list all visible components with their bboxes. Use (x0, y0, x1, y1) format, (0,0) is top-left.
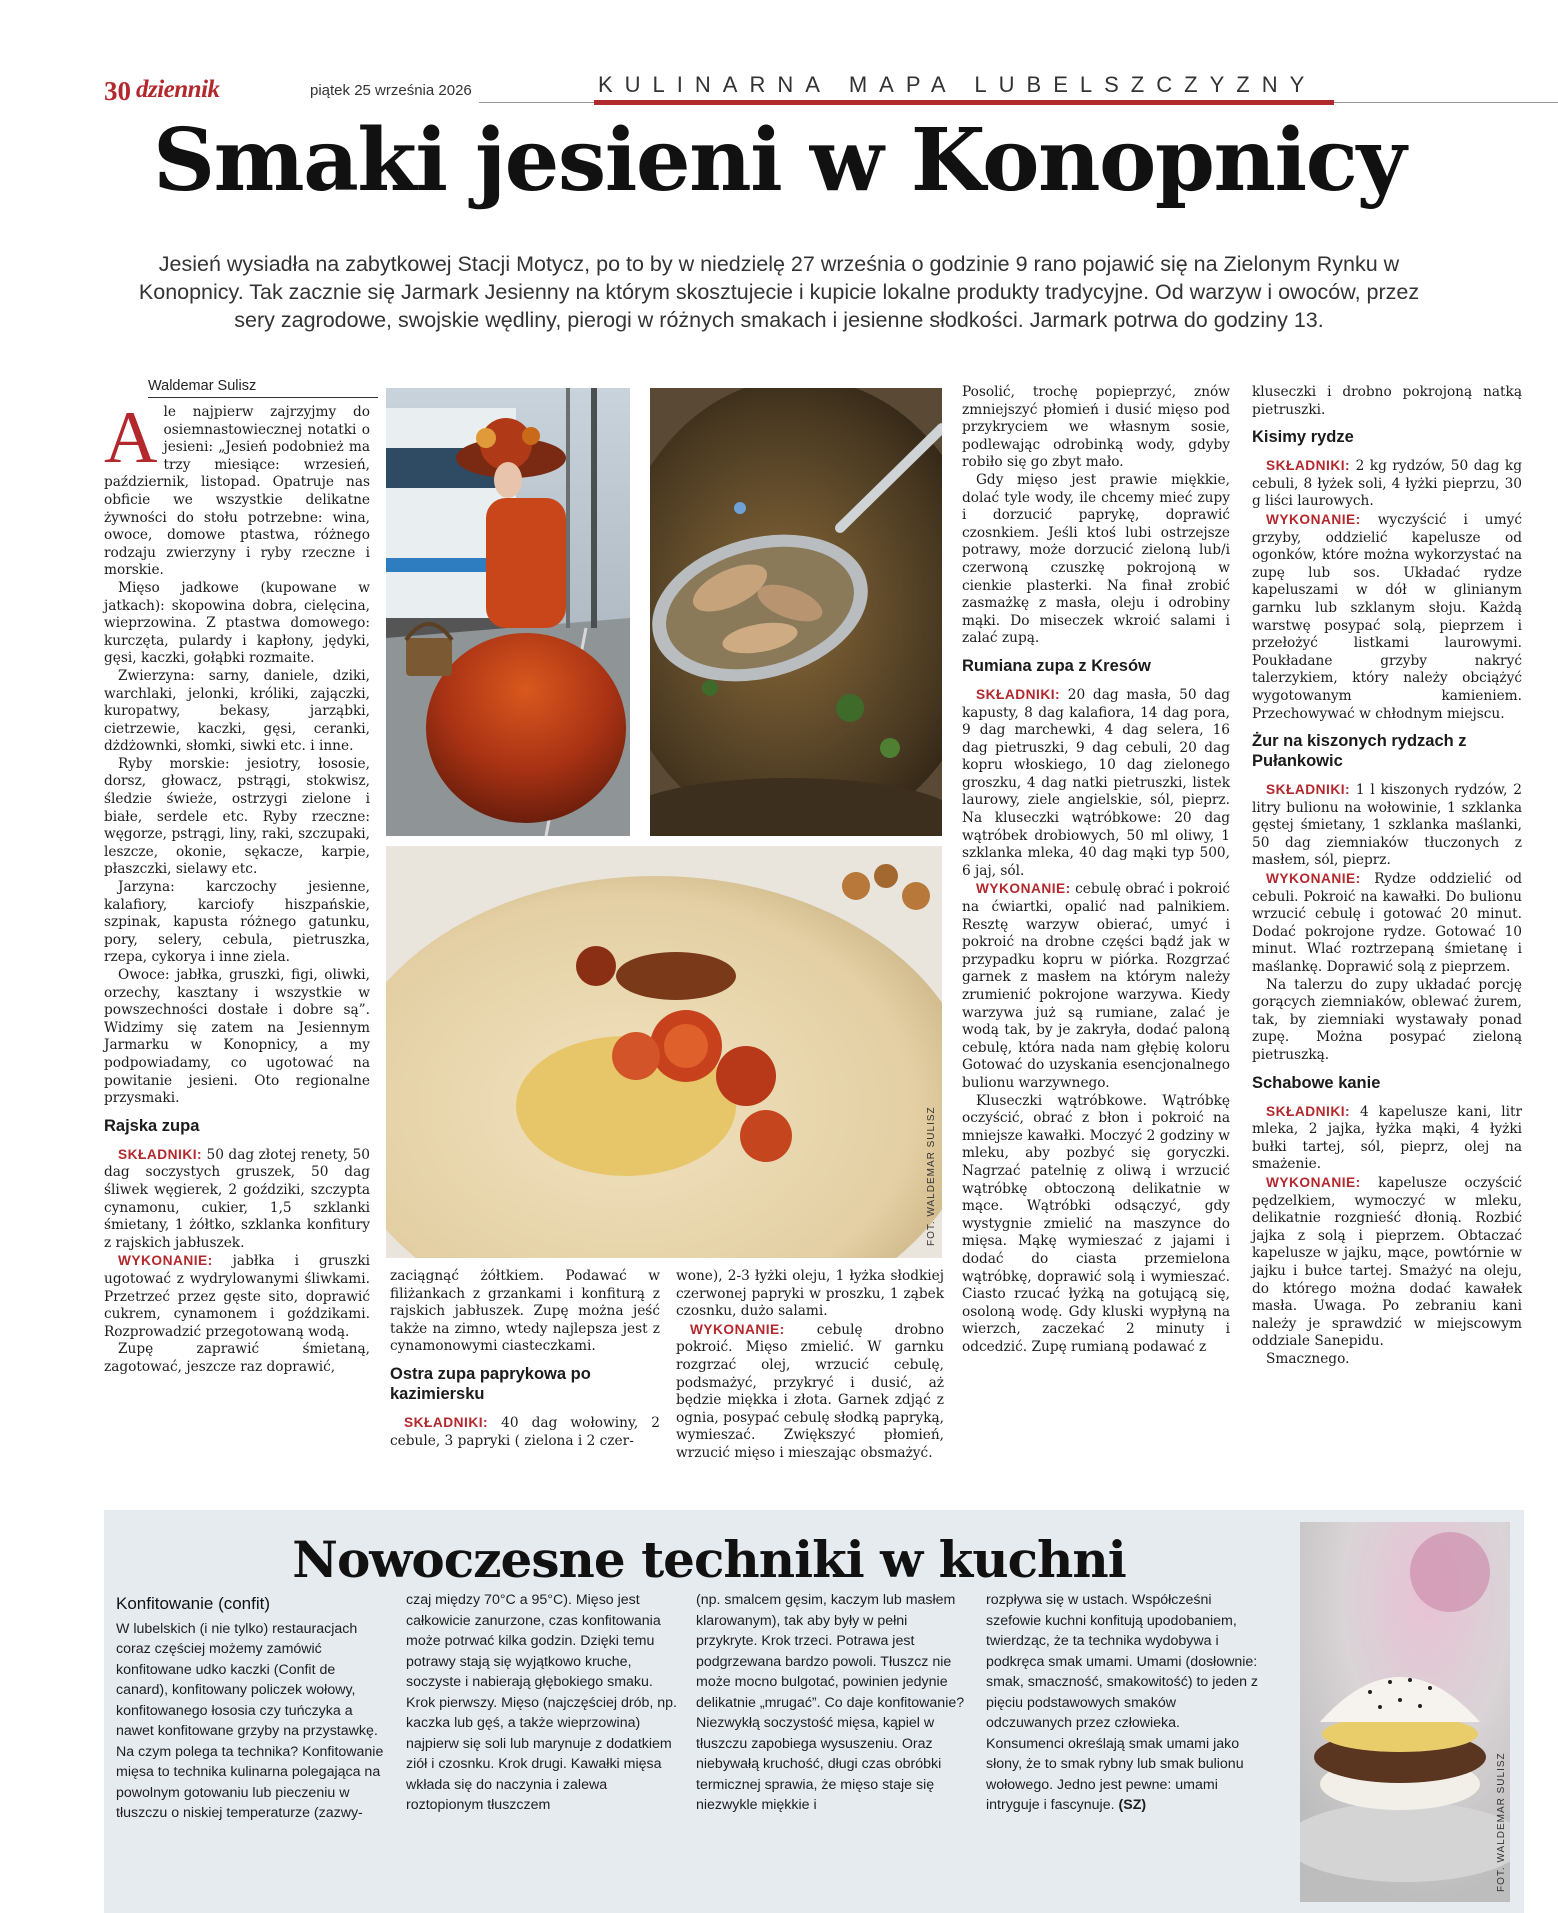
paper-logo: dziennik (136, 76, 220, 103)
issue-date: piątek 25 września 2026 (310, 82, 472, 99)
paragraph: Zupę zaprawić śmietaną, zagotować, jeszcze raz doprawić, (104, 1341, 370, 1375)
ingredients-text: 50 dag złotej renety, 50 dag soczystych gruszek, 50 dag śliwek węgierek, 2 goździki, szczypta cynamonu, cukier, 1,5 szklanki śmietany, 1 żółtko, szklanka konfitury z rajskich jabłuszek. (104, 1146, 370, 1251)
page-number: 30 (104, 76, 131, 106)
method-label: WYKONANIE: (976, 881, 1071, 897)
method-text: Rydze oddzielić od cebuli. Pokroić na kawałki. Do bulionu wrzucić cebulę i gotować 20 minut. Dodać pokrojone rydze. Gotować 10 minut. Wlać roztrzepaną śmietanę i maślankę. Doprawić solą z pieprzem. (1252, 871, 1522, 976)
section-title: KULINARNA MAPA LUBELSZCZYZNY (594, 72, 1334, 105)
box-column-4 (986, 1590, 1258, 1816)
method-label: WYKONANIE: (690, 1321, 785, 1337)
paragraph: Ryby morskie: jesiotry, łososie, dorsz, głowacz, pstrągi, stokwisz, śledzie świeże, ostrzygi zielone i białe, serdele etc. Ryby rzeczne: węgorze, pstrągi, liny, raki, szczupaki, leszcze, okonie, sękacze, karpie, płaszczki, sielawy etc. (104, 755, 370, 878)
paragraph: Smacznego. (1266, 1350, 1350, 1367)
ingredients-rajska (104, 1146, 370, 1253)
recipe-heading-zur: Żur na kiszonych rydzach z Pułankowic (1252, 732, 1467, 771)
box-subhead: Konfitowanie (confit) (116, 1594, 271, 1613)
column-2 (390, 1268, 660, 1450)
column-4 (962, 384, 1230, 1356)
ingredients-text: 20 dag masła, 50 dag kapusty, 8 dag kalafiora, 14 dag pora, 9 dag marchewki, 4 dag selera, 16 dag pietruszki, 9 dag cebuli, 20 dag kopru włoskiego, 10 dag zielonego groszku, 4 dag natki pietruszki, listek laurowy, ziele angielskie, sól, pieprz. Na kluseczki wątróbkowe: 20 dag wątróbek drobiowych, 50 ml oliwy, 1 szklanka mleka, 40 dag mąki typ 500, 6 jaj, sól. (962, 686, 1230, 879)
burger-illustration (1300, 1522, 1510, 1902)
method-ostra (676, 1321, 944, 1463)
photo-credit: FOT. WALDEMAR SULISZ (1496, 1752, 1507, 1892)
method-zur (1252, 870, 1522, 977)
paragraph: kluseczki i drobno pokrojoną natką pietruszki. (1252, 384, 1522, 418)
mushroom-soup-illustration (386, 846, 942, 1258)
paragraph: le najpierw zajrzyjmy do osiemnastowiecznej notatki o jesieni: „Jesień podobnież ma trzy miesiące: wrzesień, październik, listopad. Opatruje nas obficie we wszystkie delikatne żywności do stołu potrzebne: wina, owoce, domowe ptastwa, różnego rodzaju zwierzyny i ryby rzeczne i morskie. (104, 404, 370, 579)
paragraph: Zwierzyna: sarny, daniele, dziki, warchlaki, jelonki, króliki, zajączki, kuropatwy, bekasy, jarząbki, cietrzewie, kaczki, gęsi, ceranki, dżdżownki, słomki, siwki etc. i inne. (104, 667, 370, 755)
ingredients-text: 4 kapelusze kani, litr mleka, 2 jajka, łyżka mąki, 4 łyżki bułki tartej, sól, pieprz, olej na smażenie. (1252, 1103, 1522, 1173)
ingredients-label: SKŁADNIKI: (1266, 458, 1351, 474)
method-kisimy (1252, 511, 1522, 723)
paragraph: Mięso jadkowe (kupowane w jatkach): skopowina dobra, cielęcina, wieprzowina. Z ptastwa domowego: kurczęta, pulardy i kapłony, jędyki, gęsi, kaczki, gołąbki rozmaite. (104, 579, 370, 667)
author-signature: (SZ) (1118, 1797, 1147, 1813)
paragraph: W lubelskich (i nie tylko) restauracjach coraz częściej możemy zamówić konfitowane udko kaczki (Confit de canard), konfitowany policzek wołowy, konfitowanego łososia czy tuńczyka a nawet konfitowane grzyby na przystawkę. Na czym polega ta technika? Konfitowanie mięsa to technika kulinarna polegająca na powolnym gotowaniu lub pieczeniu w tłuszczu o niskiej temperaturze (zazwy- (116, 1620, 384, 1821)
techniques-box (104, 1510, 1524, 1913)
box-title: Nowoczesne techniki w kuchni (292, 1530, 1126, 1589)
ingredients-label: SKŁADNIKI: (1266, 1103, 1351, 1119)
paragraph: zaciągnąć żółtkiem. Podawać w filiżankach z grzankami i konfiturą z rajskich jabłuszek. Zupę można jeść także na zimno, wtedy najlepsza jest z cynamonowymi ciasteczkami. (390, 1268, 660, 1355)
ingredients-ostra (390, 1414, 660, 1450)
paragraph: Posolić, trochę popieprzyć, znów zmniejszyć płomień i dusić mięso pod przykryciem we własnym sosie, podlewając odrobinką wody, gdyby robiło się go zbyt mało. (962, 384, 1230, 471)
autumn-lady-illustration (386, 388, 630, 836)
method-label: WYKONANIE: (118, 1253, 213, 1269)
method-schabowe (1252, 1174, 1522, 1351)
photo-credit: FOT. WALDEMAR SULISZ (926, 1106, 937, 1246)
soup-illustration (650, 388, 942, 836)
ingredients-text: 2 kg rydzów, 50 dag kg cebuli, 8 łyżek soli, 4 łyżki pieprzu, 30 g liści laurowych. (1252, 458, 1522, 510)
paragraph: Na talerzu do zupy układać porcję gorących ziemniaków, oblewać żurem, tak, by ziemniaki wystawały ponad zupę. Można posypać zieloną pietruszką. (1252, 976, 1522, 1063)
ingredients-text: 1 l kiszonych rydzów, 2 litry bulionu na wołowinie, 1 szklanka gęstej śmietany, 1 szklanka maślanki, 50 dag ziemniaków tłuczonych z masłem, sól, pieprz. (1252, 782, 1522, 869)
method-text: cebulę obrać i pokroić na ćwiartki, opalić nad palnikiem. Resztę warzyw obierać, umyć i pokroić na drobne części bądź jak w przypadku kopru w piórka. Rozgrzać garnek z masłem na którym należy zrumienić pokrojone warzywa. Kiedy warzywa już są rumiane, zalać je wodą tak, by je zakryła, dodać paloną cebulę, która nada nam głębię koloru Gotować do uzyskania esencjonalnego bulionu warzywnego. (962, 881, 1230, 1091)
drop-cap: A (104, 397, 158, 479)
ingredients-label: SKŁADNIKI: (404, 1414, 489, 1430)
photo-soup-with-dumplings (650, 388, 942, 836)
masthead-rule-right (1334, 102, 1558, 103)
method-text: jabłka i gruszki ugotować z wydrylowanymi śliwkami. Przetrzeć przez gęste sito, doprawić cukrem, cynamonem i goździkami. Rozprowadzić przegotowaną wodą. (104, 1253, 370, 1340)
recipe-heading-ostra: Ostra zupa paprykowa po kazimiersku (390, 1364, 591, 1403)
headline: Smaki jesieni w Konopnicy (152, 110, 1406, 211)
byline: Waldemar Sulisz (148, 378, 378, 398)
paragraph (986, 1590, 1258, 1816)
photo-autumn-lady-at-station (386, 388, 630, 836)
photo-mushroom-soup (386, 846, 942, 1258)
paragraph: Gdy mięso jest prawie miękkie, dolać tyle wody, ile chcemy mieć zupy i dorzucić paprykę, doprawić czosnkiem. Jeśli ktoś lubi ostrzejsze potrawy, może dorzucić zieloną lub/i czerwoną czuszkę pokrojoną w cienkie plasterki. Na finał zrobić zasmażkę z masła, oleju i odrobiny mąki. Do miseczek wkroić salami i zalać zupą. (962, 471, 1230, 647)
column-5 (1252, 384, 1522, 1369)
method-rumiana (962, 880, 1230, 1092)
column-1 (104, 397, 370, 1376)
paragraph: wone), 2-3 łyżki oleju, 1 łyżka słodkiej czerwonej papryki w proszku, 1 ząbek czosnku, dużo salami. (676, 1268, 944, 1320)
ingredients-schabowe (1252, 1103, 1522, 1174)
method-label: WYKONANIE: (1266, 1174, 1361, 1190)
photo-confit-burger (1300, 1522, 1510, 1902)
method-label: WYKONANIE: (1266, 871, 1361, 887)
method-label: WYKONANIE: (1266, 511, 1361, 527)
ingredients-label: SKŁADNIKI: (976, 686, 1061, 702)
column-3 (676, 1268, 944, 1463)
masthead-rule-left (479, 102, 594, 103)
ingredients-zur (1252, 781, 1522, 870)
method-text: wyczyścić i umyć grzyby, oddzielić kapelusze od ogonków, które można wykorzystać na zupę lub sos. Układać rydze kapeluszami w dół w glinianym garnku lub szklanym słoju. Każdą warstwę posypać solą, pieprzem i przełożyć listkami laurowymi. Poukładane grzyby nakryć talerzykiem, który należy obciążyć wygotowanym kamieniem. Przechowywać w chłodnym miejscu. (1252, 511, 1522, 722)
paragraph: Jarzyna: karczochy jesienne, kalafiory, karciofy hiszpańskie, szpinak, kapusta różnego gatunku, pory, selery, cebula, pietruszka, rzepa, cykorya i inne ziela. (104, 879, 370, 966)
paragraph: (np. smalcem gęsim, kaczym lub masłem klarowanym), tak aby były w pełni przykryte. Krok trzeci. Potrawa jest podgrzewana bardzo powoli. Tłuszcz nie może mocno bulgotać, powinien jedynie delikatnie „mrugać”. Co daje konfitowanie? Niezwykłą soczystość mięsa, kąpiel w tłuszczu zapobiega wysuszeniu. Oraz niebywałą kruchość, długi czas obróbki termicznej sprawia, że mięso staje się niezwykle miękkie i (696, 1592, 965, 1813)
method-text: cebulę drobno pokroić. Mięso zmielić. W garnku rozgrzać olej, wrzucić cebulę, podsmażyć, przykryć i dusić, aż będzie miękka i złota. Garnek zdjąć z ognia, posypać cebulę słodką papryką, wymieszać. Zwiększyć płomień, wrzucić mięso i mieszając obsmażyć. (676, 1321, 944, 1461)
ingredients-label: SKŁADNIKI: (118, 1146, 203, 1162)
lede: Jesień wysiadła na zabytkowej Stacji Motycz, po to by w niedzielę 27 września o godzinie 9 rano pojawić się na Zielonym Rynku w Konopnicy. Tak zacznie się Jarmark Jesienny na którym skosztujecie i kupicie lokalne produkty tradycyjne. Od warzyw i owoców, przez sery zagrodowe, swojskie wędliny, pierogi w różnych smakach i jesienne słodkości. Jarmark potrwa do godziny 13. (138, 252, 1420, 332)
box-column-1 (116, 1590, 388, 1824)
paragraph: Owoce: jabłka, gruszki, figi, oliwki, orzechy, kasztany i wszystkie w powszechności dostałe i dobre są”. Widzimy się zatem na Jesiennym Jarmarku w Konopnicy, a my podpowiadamy, co ugotować na powitanie jesieni. Oto regionalne przysmaki. (104, 967, 370, 1107)
ingredients-rumiana (962, 686, 1230, 881)
ingredients-text: 40 dag wołowiny, 2 cebule, 3 papryki ( zielona i 2 czer- (390, 1414, 660, 1449)
paragraph-text: rozpływa się w ustach. Współcześni szefowie kuchni konfitują upodobaniem, twierdząc, że ta technika wydobywa i podkręca smak umami. Umami (dosłownie: smak, smaczność, smakowitość) to jeden z pięciu podstawowych smaków odczuwanych przez człowieka. Konsumenci określają smak umami jako słony, że to smak rybny lub smak bulionu wołowego. Jedno jest pewne: umami intryguje i fascynuje. (986, 1592, 1259, 1813)
ingredients-label: SKŁADNIKI: (1266, 782, 1351, 798)
paragraph: Kluseczki wątróbkowe. Wątróbkę oczyścić, obrać z błon i pokroić na mniejsze kawałki. Moczyć 2 godziny w mleku, aby pozbyć się goryczki. Nagrzać patelnię z oliwą i wrzucić wątróbkę obtoczoną delikatnie w mące. Wątróbki odsączyć, gdy wystygnie zmielić na maszynce do mięsa. Mąkę wymieszać z jajami i dodać do ciasta przemielona wątróbkę, doprawić solą i wymieszać. Ciasto rzucać łyżką na gotującą się, osoloną wodę. Gdy kluski wypłyną na wierzch, zaczekać 2 minuty i odcedzić. Zupę rumianą podawać z (962, 1092, 1230, 1355)
ingredients-kisimy (1252, 457, 1522, 511)
box-column-3 (696, 1590, 968, 1816)
paragraph: czaj między 70°C a 95°C). Mięso jest całkowicie zanurzone, czas konfitowania może potrwać kilka godzin. Dzięki temu potrawy stają się wyjątkowo kruche, soczyste i nabierają głębokiego smaku. Krok pierwszy. Mięso (najczęściej drób, np. kaczka lub gęś, a także wieprzowina) najpierw się soli lub marynuje z dodatkiem ziół i czosnku. Krok drugi. Kawałki mięsa wkłada się do naczynia i zalewa roztopionym tłuszczem (406, 1592, 677, 1813)
box-column-2 (406, 1590, 678, 1816)
recipe-heading-schabowe: Schabowe kanie (1252, 1073, 1381, 1092)
recipe-heading-rumiana: Rumiana zupa z Kresów (962, 656, 1151, 675)
recipe-heading-kisimy: Kisimy rydze (1252, 428, 1354, 447)
method-rajska (104, 1252, 370, 1341)
recipe-heading-rajska: Rajska zupa (104, 1116, 200, 1135)
method-text: kapelusze oczyścić pędzelkiem, wymoczyć w mleku, delikatnie rozgnieść dłonią. Rozbić jajka z solą i pieprzem. Obtaczać kapelusze w jajku, mące, powtórnie w jajku i bułce tartej. Smażyć na oleju, do którego można dodać kawałek masła. Uwaga. Po zebraniu kani należy je sprawdzić w miejscowym oddziale Sanepidu. (1252, 1174, 1522, 1350)
